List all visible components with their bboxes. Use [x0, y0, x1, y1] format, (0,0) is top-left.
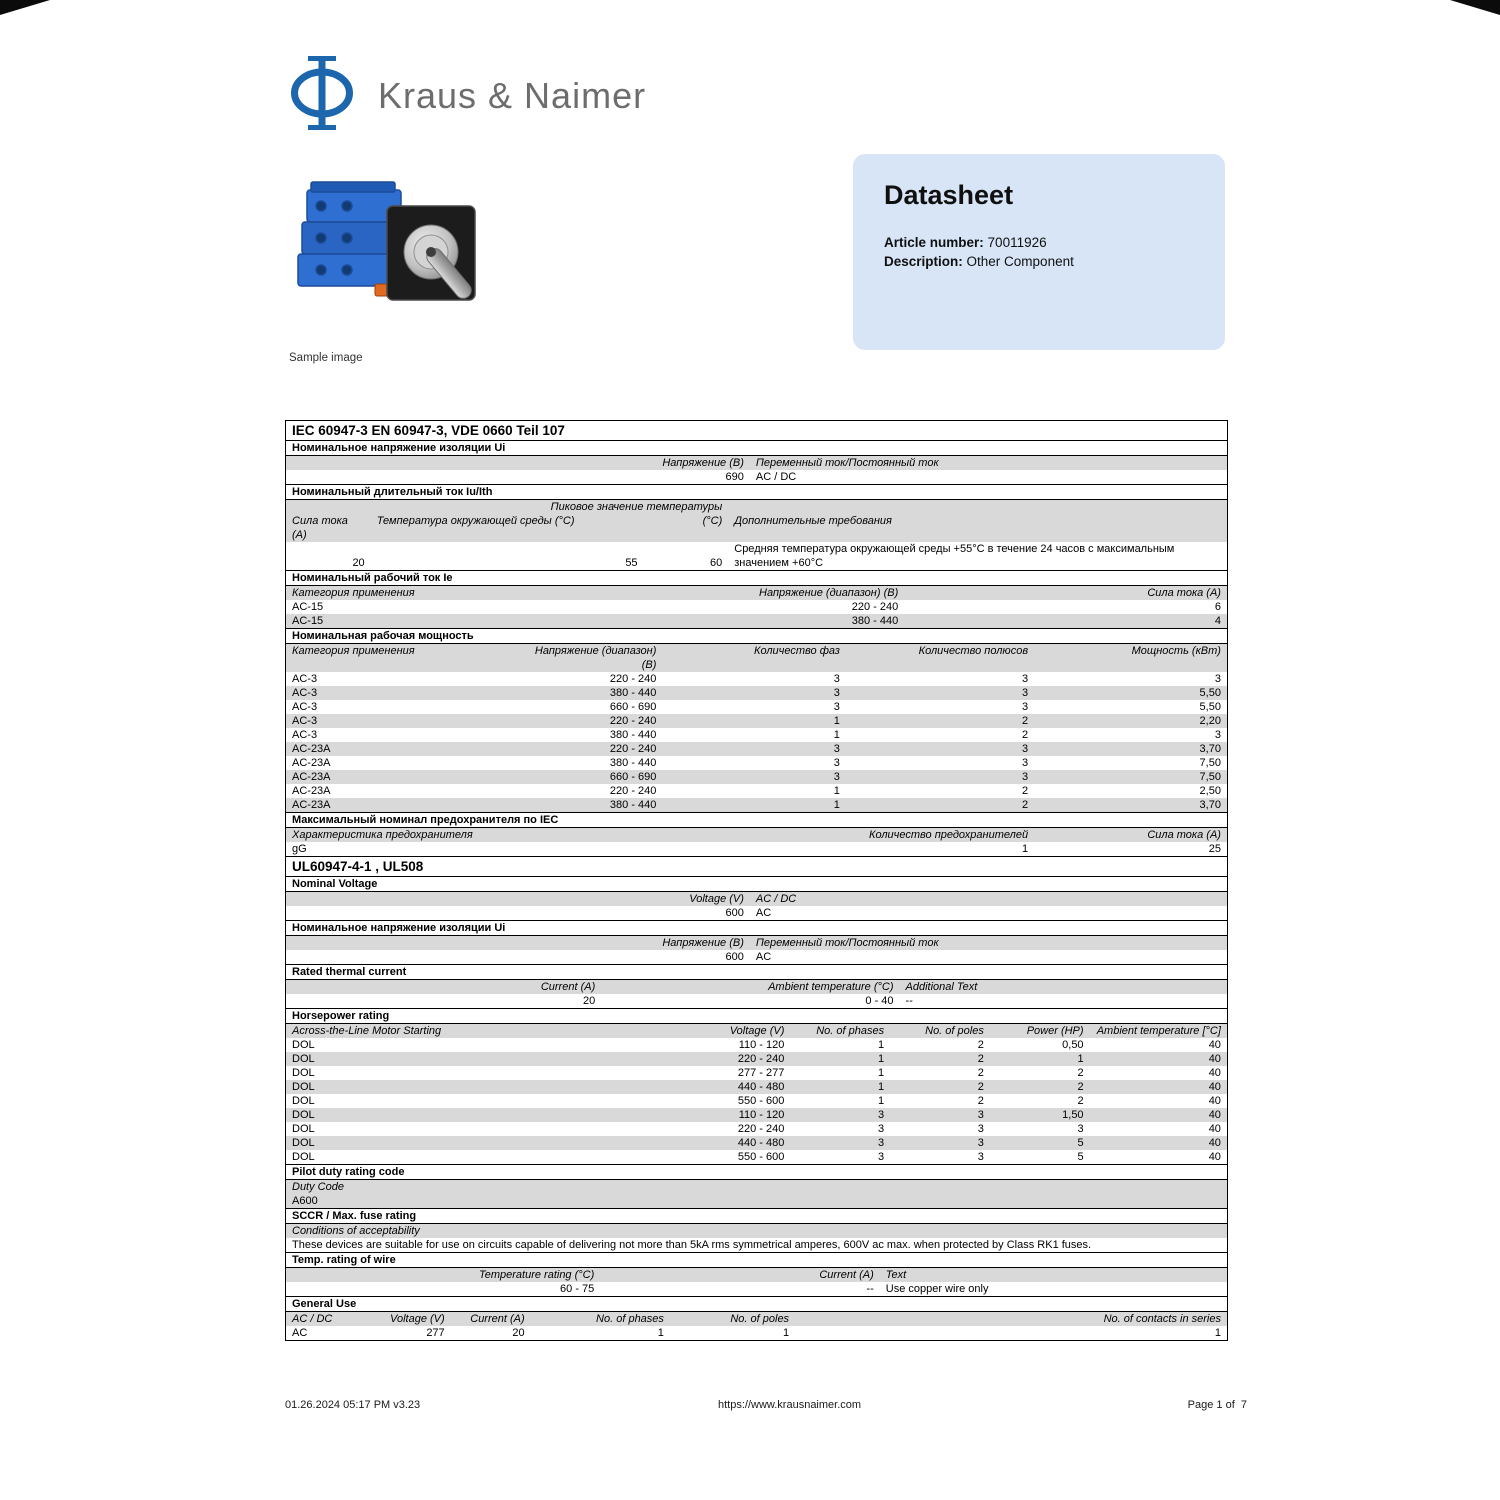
table-cell: 1: [1021, 843, 1029, 855]
table-cell: DOL: [292, 1137, 315, 1149]
table-cell: Duty Code: [292, 1181, 344, 1193]
table-cell: Количество фаз: [753, 645, 840, 657]
table-data-row: [286, 1136, 1227, 1150]
table-cell: 4: [1214, 615, 1221, 627]
table-cell: 3: [977, 1123, 984, 1135]
table-colhead-row: [286, 500, 1227, 514]
table-cell: AC / DC: [755, 893, 797, 905]
datasheet-title: Datasheet: [884, 180, 1014, 210]
table-colhead-row: [286, 1024, 1227, 1038]
table-cell: 2,20: [1199, 715, 1221, 727]
table-cell: 220 - 240: [609, 715, 657, 727]
table-cell: 5,50: [1199, 701, 1221, 713]
table-colhead-row: [286, 1224, 1227, 1238]
table-cell: Pilot duty rating code: [292, 1166, 405, 1178]
table-cell: 1: [1077, 1053, 1084, 1065]
table-data-row: [286, 614, 1227, 628]
table-cell: Переменный ток/Постоянный ток: [755, 937, 939, 949]
table-cell: 3,70: [1199, 799, 1221, 811]
table-cell: 3: [833, 743, 840, 755]
table-cell: 1: [833, 715, 840, 727]
table-cell: 3: [833, 757, 840, 769]
table-cell: Напряжение (В): [662, 457, 744, 469]
table-cell: 3: [1021, 771, 1029, 783]
table-cell: DOL: [292, 1151, 315, 1163]
table-cell: Ambient temperature (°C): [768, 981, 894, 993]
table-data-row: [286, 700, 1227, 714]
table-cell: 3: [1214, 729, 1221, 741]
table-cell: (°C): [702, 515, 723, 527]
table-cell: 40: [1208, 1039, 1221, 1051]
table-data-row: [286, 728, 1227, 742]
table-cell: 40: [1208, 1109, 1221, 1121]
table-cell: 2: [1021, 799, 1029, 811]
table-cell: Power (HP): [1026, 1025, 1084, 1037]
brand-name: Kraus & Naimer: [378, 74, 647, 116]
table-cell: General Use: [292, 1298, 357, 1310]
table-cell: 2: [1021, 715, 1029, 727]
table-data-row: [286, 470, 1227, 484]
table-cell: 0 - 40: [865, 995, 894, 1007]
table-cell: 220 - 240: [737, 1053, 785, 1065]
table-cell: Text: [885, 1269, 907, 1281]
table-cell: Сила тока (А): [292, 515, 348, 541]
table-cell: Номинальная рабочая мощность: [292, 630, 474, 642]
table-cell: AC-15: [292, 615, 324, 627]
table-cell: DOL: [292, 1109, 315, 1121]
table-cell: 1: [1214, 1327, 1221, 1339]
table-data-row: [286, 770, 1227, 784]
table-cell: AC-3: [292, 729, 318, 741]
datasheet-info-card: [853, 154, 1225, 350]
table-cell: AC-23A: [292, 799, 331, 811]
table-cell: gG: [292, 843, 307, 855]
table-data-row: [286, 1052, 1227, 1066]
table-cell: 2: [1077, 1095, 1084, 1107]
table-cell: 3: [833, 701, 840, 713]
table-group-title: [286, 856, 1227, 877]
table-cell: Категория применения: [292, 645, 415, 657]
table-cell: AC / DC: [292, 1313, 333, 1325]
table-cell: 3: [833, 771, 840, 783]
table-cell: AC: [755, 907, 772, 919]
table-section-title: [286, 1296, 1227, 1312]
table-cell: AC-3: [292, 673, 318, 685]
table-cell: 600: [725, 951, 744, 963]
table-cell: Средняя температура окружающей среды +55°C в течение 24 часов с максимальным значением +60°C: [734, 543, 1175, 569]
table-colhead-row: [286, 1312, 1227, 1326]
sample-image-caption: Sample image: [289, 352, 363, 364]
table-section-title: [286, 484, 1227, 500]
table-cell: 3: [833, 687, 840, 699]
table-cell: 690: [725, 471, 744, 483]
table-cell: 20: [352, 557, 365, 569]
table-cell: Current (A): [470, 1313, 525, 1325]
table-cell: AC-3: [292, 687, 318, 699]
table-cell: 380 - 440: [609, 799, 657, 811]
table-cell: AC-23A: [292, 757, 331, 769]
table-cell: These devices are suitable for use on circuits capable of delivering not more than 5kA rms symmetrical amperes, 600V ac max. when protected by Class RK1 fuses.: [292, 1239, 1092, 1251]
table-cell: 1: [877, 1067, 885, 1079]
article-number-label: Article number:: [884, 235, 984, 250]
table-cell: No. of phases: [816, 1025, 885, 1037]
table-cell: Количество полюсов: [918, 645, 1029, 657]
table-cell: 380 - 440: [609, 757, 657, 769]
table-cell: 277: [426, 1327, 445, 1339]
table-cell: 380 - 440: [851, 615, 899, 627]
table-cell: 2: [977, 1067, 984, 1079]
table-cell: Номинальное напряжение изоляции Ui: [292, 922, 506, 934]
table-section-title: [286, 812, 1227, 828]
table-cell: 2: [977, 1095, 984, 1107]
table-cell: 3: [1021, 701, 1029, 713]
table-cell: AC-3: [292, 715, 318, 727]
table-colhead-row: [286, 828, 1227, 842]
footer-url: https://www.krausnaimer.com: [718, 1399, 862, 1411]
table-section-title: [286, 1164, 1227, 1180]
table-cell: AC-23A: [292, 743, 331, 755]
table-cell: Сила тока (А): [1147, 829, 1221, 841]
table-data-row: [286, 672, 1227, 686]
table-cell: AC: [755, 951, 772, 963]
table-cell: 1: [877, 1039, 885, 1051]
spec-table: [285, 420, 1228, 1341]
table-group-title: [286, 421, 1227, 441]
table-cell: 40: [1208, 1081, 1221, 1093]
table-cell: 55: [625, 557, 638, 569]
table-cell: 1: [833, 799, 840, 811]
table-colhead-row: [286, 980, 1227, 994]
table-cell: Current (A): [540, 981, 596, 993]
table-section-title: [286, 628, 1227, 644]
table-data-row: [286, 714, 1227, 728]
table-cell: AC / DC: [755, 471, 797, 483]
table-cell: Current (A): [819, 1269, 874, 1281]
table-cell: 220 - 240: [609, 673, 657, 685]
table-cell: 3: [1077, 1123, 1084, 1135]
table-cell: Across-the-Line Motor Starting: [292, 1025, 442, 1037]
table-cell: 3: [877, 1123, 885, 1135]
table-colhead-row: [286, 456, 1227, 470]
table-cell: 2: [1021, 785, 1029, 797]
table-cell: 20: [582, 995, 596, 1007]
table-cell: 2,50: [1199, 785, 1221, 797]
table-data-row: [286, 1038, 1227, 1052]
table-cell: Мощность (кВт): [1131, 645, 1221, 657]
table-cell: 2: [977, 1053, 984, 1065]
table-cell: Пиковое значение температуры: [550, 501, 723, 513]
table-colhead-row: [286, 644, 1227, 672]
scan-artifact-top-right: [1450, 0, 1500, 15]
table-cell: 5,50: [1199, 687, 1221, 699]
table-colhead-row: [286, 936, 1227, 950]
table-cell: Максимальный номинал предохранителя по IEC: [292, 814, 559, 826]
table-cell: 7,50: [1199, 771, 1221, 783]
table-data-row: [286, 1108, 1227, 1122]
table-cell: 1: [877, 1053, 885, 1065]
brand-logo: [288, 54, 646, 137]
table-cell: 1,50: [1062, 1109, 1084, 1121]
table-cell: 3: [877, 1109, 885, 1121]
table-cell: 550 - 600: [737, 1095, 785, 1107]
table-colhead-row: [286, 586, 1227, 600]
kraus-naimer-phi-icon: [288, 54, 356, 137]
table-cell: Additional Text: [905, 981, 978, 993]
table-cell: Nominal Voltage: [292, 878, 378, 890]
table-cell: 277 - 277: [737, 1067, 785, 1079]
table-cell: 220 - 240: [851, 601, 899, 613]
table-cell: No. of poles: [730, 1313, 790, 1325]
table-cell: 440 - 480: [737, 1081, 785, 1093]
table-section-title: [286, 441, 1227, 456]
table-cell: Номинальное напряжение изоляции Ui: [292, 442, 506, 454]
table-cell: 3: [1214, 673, 1221, 685]
product-photo: [287, 168, 492, 348]
table-cell: 600: [725, 907, 744, 919]
table-cell: Voltage (V): [729, 1025, 785, 1037]
table-data-row: [286, 1282, 1227, 1296]
table-data-row: [286, 686, 1227, 700]
table-cell: AC: [292, 1327, 308, 1339]
footer-page-indicator: Page 1 of 7: [1187, 1399, 1247, 1411]
table-cell: AC-15: [292, 601, 324, 613]
table-data-row: [286, 798, 1227, 812]
table-cell: 2: [1077, 1067, 1084, 1079]
table-cell: Use copper wire only: [885, 1283, 989, 1295]
table-cell: SCCR / Max. fuse rating: [292, 1210, 417, 1222]
table-section-title: [286, 964, 1227, 980]
table-cell: 7,50: [1199, 757, 1221, 769]
description-value: Other Component: [966, 254, 1074, 269]
table-cell: 2: [977, 1039, 984, 1051]
table-cell: 60 - 75: [560, 1283, 595, 1295]
table-cell: 3: [877, 1137, 885, 1149]
table-cell: DOL: [292, 1123, 315, 1135]
table-cell: 40: [1208, 1123, 1221, 1135]
table-cell: --: [905, 995, 913, 1007]
table-data-row: [286, 1238, 1227, 1252]
table-cell: 110 - 120: [738, 1109, 785, 1121]
table-cell: Сила тока (А): [1147, 587, 1221, 599]
table-cell: Voltage (V): [390, 1313, 445, 1325]
switch-body: [298, 182, 401, 286]
table-cell: 1: [877, 1095, 885, 1107]
table-cell: AC-23A: [292, 785, 331, 797]
table-cell: 1: [833, 729, 840, 741]
table-data-row: [286, 1150, 1227, 1164]
table-cell: Дополнительные требования: [734, 515, 892, 527]
table-cell: Temperature rating (°C): [479, 1269, 595, 1281]
table-cell: Номинальный рабочий ток Ie: [292, 572, 453, 584]
table-cell: Напряжение (диапазон) (В): [759, 587, 899, 599]
table-cell: 5: [1077, 1151, 1084, 1163]
table-cell: 40: [1208, 1067, 1221, 1079]
table-cell: 3: [977, 1109, 984, 1121]
table-cell: 3: [877, 1151, 885, 1163]
table-cell: 0,50: [1062, 1039, 1084, 1051]
table-cell: 5: [1077, 1137, 1084, 1149]
table-data-row: [286, 950, 1227, 964]
table-section-title: [286, 1008, 1227, 1024]
table-cell: 25: [1208, 843, 1221, 855]
table-cell: 3: [977, 1137, 984, 1149]
table-cell: 380 - 440: [609, 687, 657, 699]
table-data-row: [286, 842, 1227, 856]
table-cell: 3,70: [1199, 743, 1221, 755]
table-data-row: [286, 742, 1227, 756]
table-section-title: [286, 877, 1227, 892]
table-cell: 6: [1214, 601, 1221, 613]
table-cell: --: [866, 1283, 874, 1295]
table-cell: 3: [833, 673, 840, 685]
table-cell: DOL: [292, 1081, 315, 1093]
table-cell: 2: [977, 1081, 984, 1093]
table-cell: 380 - 440: [609, 729, 657, 741]
table-data-row: [286, 1326, 1227, 1340]
table-cell: 40: [1208, 1151, 1221, 1163]
table-cell: Horsepower rating: [292, 1010, 390, 1022]
table-cell: No. of phases: [596, 1313, 664, 1325]
table-section-title: [286, 920, 1227, 936]
table-cell: 110 - 120: [738, 1039, 785, 1051]
description-label: Description:: [884, 254, 963, 269]
table-cell: Количество предохранителей: [868, 829, 1029, 841]
table-data-row: [286, 1094, 1227, 1108]
scan-artifact-top-left: [0, 0, 50, 15]
table-cell: A600: [292, 1195, 318, 1207]
table-cell: 1: [833, 785, 840, 797]
table-cell: No. of poles: [925, 1025, 984, 1037]
table-cell: Переменный ток/Постоянный ток: [755, 457, 939, 469]
table-cell: DOL: [292, 1053, 315, 1065]
table-cell: 2: [1021, 729, 1029, 741]
table-data-row: [286, 784, 1227, 798]
table-cell: 1: [877, 1081, 885, 1093]
table-data-row: [286, 542, 1227, 570]
table-cell: 3: [1021, 743, 1029, 755]
table-cell: AC-23A: [292, 771, 331, 783]
table-cell: 660 - 690: [609, 701, 657, 713]
table-cell: DOL: [292, 1067, 315, 1079]
table-colhead-row: [286, 1268, 1227, 1282]
table-cell: 1: [782, 1327, 790, 1339]
article-number-line: [884, 233, 1194, 252]
table-cell: 20: [512, 1327, 525, 1339]
table-section-title: [286, 1252, 1227, 1268]
description-line: [884, 252, 1194, 271]
table-cell: 1: [657, 1327, 664, 1339]
table-cell: Напряжение (В): [662, 937, 744, 949]
table-colhead-row: [286, 892, 1227, 906]
table-cell: 550 - 600: [737, 1151, 785, 1163]
table-cell: 40: [1208, 1095, 1221, 1107]
table-section-title: [286, 570, 1227, 586]
table-cell: Conditions of acceptability: [292, 1225, 420, 1237]
table-data-row: [286, 1194, 1227, 1208]
footer-datetime: 01.26.2024 05:17 PM v3.23: [285, 1399, 421, 1411]
table-data-row: [286, 600, 1227, 614]
table-cell: 40: [1208, 1053, 1221, 1065]
table-cell: 3: [1021, 687, 1029, 699]
table-cell: IEC 60947-3 EN 60947-3, VDE 0660 Teil 107: [292, 423, 565, 438]
table-data-row: [286, 1122, 1227, 1136]
table-cell: Напряжение (диапазон) (В): [534, 645, 657, 671]
table-cell: 3: [1021, 757, 1029, 769]
table-cell: Категория применения: [292, 587, 415, 599]
table-cell: 660 - 690: [609, 771, 657, 783]
table-data-row: [286, 1066, 1227, 1080]
table-cell: DOL: [292, 1039, 315, 1051]
table-cell: Температура окружающей среды (°C): [376, 515, 575, 527]
article-number-value: 70011926: [987, 235, 1047, 250]
table-cell: 3: [977, 1151, 984, 1163]
table-data-row: [286, 994, 1227, 1008]
table-cell: 2: [1077, 1081, 1084, 1093]
table-cell: 3: [1021, 673, 1029, 685]
table-cell: Номинальный длительный ток Iu/Ith: [292, 486, 493, 498]
table-cell: 440 - 480: [737, 1137, 785, 1149]
table-data-row: [286, 756, 1227, 770]
table-cell: Характеристика предохранителя: [292, 829, 473, 841]
table-cell: Rated thermal current: [292, 966, 407, 978]
table-cell: 220 - 240: [609, 785, 657, 797]
table-cell: Ambient temperature [°C]: [1096, 1025, 1221, 1037]
table-cell: Voltage (V): [689, 893, 744, 905]
table-cell: DOL: [292, 1095, 315, 1107]
table-cell: Temp. rating of wire: [292, 1254, 396, 1266]
table-cell: 40: [1208, 1137, 1221, 1149]
table-data-row: [286, 906, 1227, 920]
table-cell: UL60947-4-1 , UL508: [292, 859, 424, 874]
table-cell: AC-3: [292, 701, 318, 713]
table-colhead-row: [286, 514, 1227, 542]
table-cell: 220 - 240: [609, 743, 657, 755]
table-section-title: [286, 1208, 1227, 1224]
table-colhead-row: [286, 1180, 1227, 1194]
table-cell: 220 - 240: [737, 1123, 785, 1135]
table-cell: 60: [710, 557, 723, 569]
table-data-row: [286, 1080, 1227, 1094]
table-cell: No. of contacts in series: [1103, 1313, 1221, 1325]
